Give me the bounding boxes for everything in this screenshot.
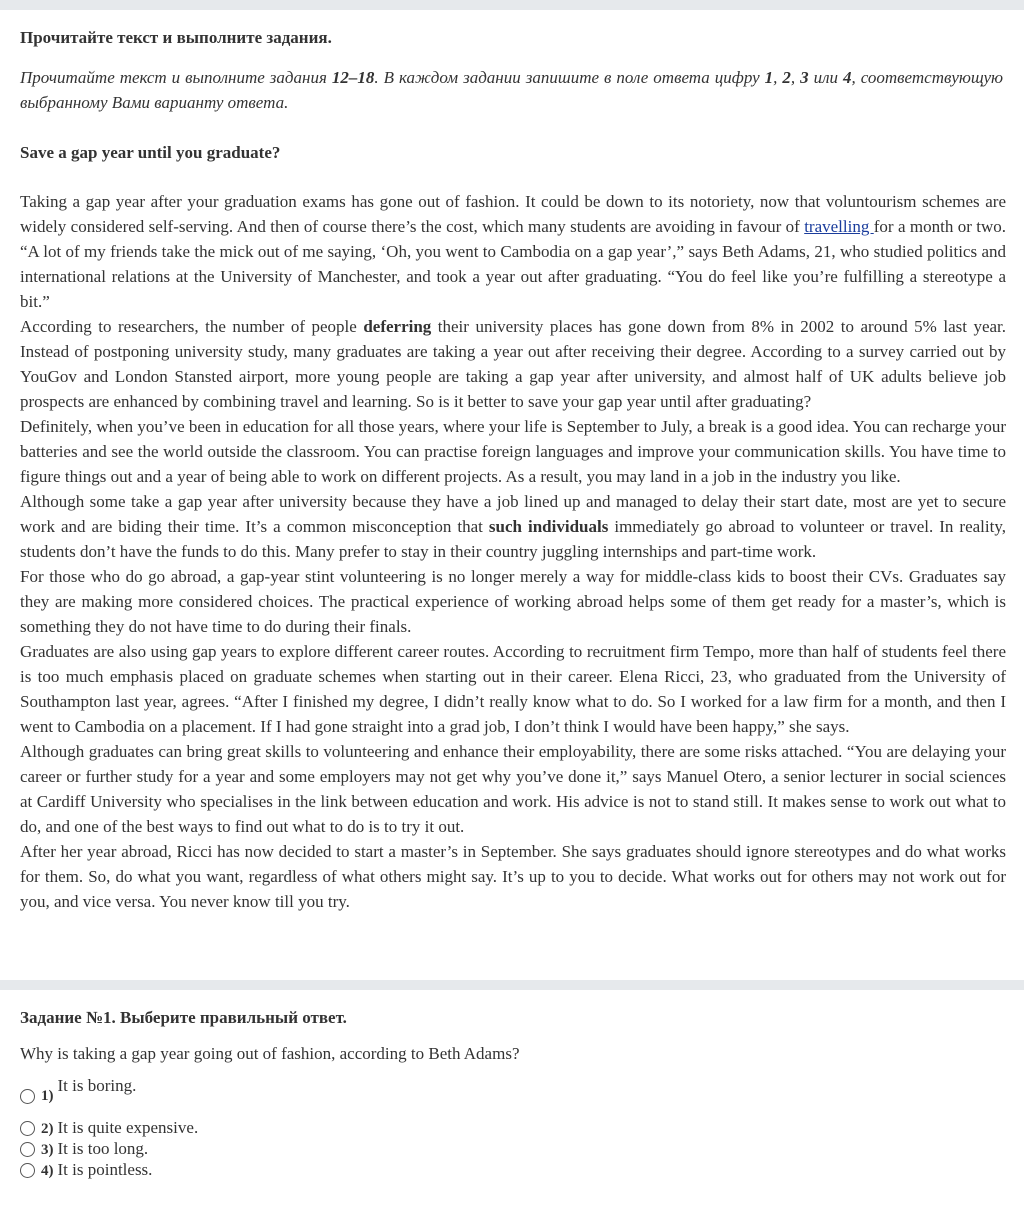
radio-button[interactable]	[20, 1089, 35, 1104]
radio-button[interactable]	[20, 1142, 35, 1157]
section-divider	[0, 980, 1024, 990]
paragraph-3: Definitely, when you’ve been in education for all those years, where your life is September to July, a break is a good idea. You can recharge your batteries and see the world outside the classroom. You can practise foreign languages and improve your communication skills. You have time to figure things out and a year of being able to work on different projects. As a result, you may land in a job in the industry you like.	[20, 417, 1006, 486]
task-title: Задание №1. Выберите правильный ответ.	[20, 1008, 347, 1027]
option-text: It is boring.	[57, 1076, 137, 1095]
instructions: Прочитайте текст и выполните задания 12–18. В каждом задании запишите в поле ответа цифру 1, 2, 3 или 4, соответствующую выбранному Вами варианту ответа.	[20, 68, 1004, 112]
question-text: Why is taking a gap year going out of fashion, according to Beth Adams?	[20, 1044, 520, 1063]
paragraph-6: Graduates are also using gap years to explore different career routes. According to recruitment firm Tempo, more than half of students feel there is too much emphasis placed on graduate schemes when starting out in their career. Elena Ricci, 23, who graduated from the University of Southampton last year, agrees. “After I finished my degree, I didn’t really know what to do. So I worked for a law firm for a month, and then I went to Cambodia on a placement. If I had gone straight into a grad job, I don’t think I would have been happy,” she says.	[20, 642, 1006, 736]
paragraph-7: Although graduates can bring great skills to volunteering and enhance their employability, there are some risks attached. “You are delaying your career or further study for a year and some employers may not get why you’ve done it,” says Manuel Otero, a senior lecturer in social sciences at Cardiff University who specialises in the link between education and work. His advice is not to stand still. It makes sense to work out what to do, and one of the best ways to find out what to do is to try it out.	[20, 742, 1006, 836]
answer-option-3[interactable]: 3) It is too long.	[20, 1139, 148, 1159]
page-heading: Прочитайте текст и выполните задания.	[20, 28, 332, 47]
article-title: Save a gap year until you graduate?	[20, 143, 281, 162]
paragraph-1: Taking a gap year after your graduation exams has gone out of fashion. It could be down to its notoriety, now that voluntourism schemes are widely considered self-serving. And then of course there’s the cost, which many students are avoiding in favour of travelling for a month or two. “A lot of my friends take the mick out of me saying, ‘Oh, you went to Cambodia on a gap year’,” says Beth Adams, 21, who studied politics and international relations at the University of Manchester, and took a year out after graduating. “You do feel like you’re fulfilling a stereotype a bit.”	[20, 192, 1006, 311]
paragraph-8: After her year abroad, Ricci has now decided to start a master’s in September. She says graduates should ignore stereotypes and do what works for them. So, do what you want, regardless of what others might say. It’s up to you to decide. What works out for others may not work out for you, and vice versa. You never know till you try.	[20, 842, 1006, 911]
option-text: It is too long.	[57, 1139, 149, 1158]
answer-option-1[interactable]: 1) It is boring.	[20, 1076, 136, 1106]
top-divider	[0, 0, 1024, 10]
option-text: It is pointless.	[57, 1160, 153, 1179]
answer-option-4[interactable]: 4) It is pointless.	[20, 1160, 152, 1180]
radio-button[interactable]	[20, 1121, 35, 1136]
paragraph-4: Although some take a gap year after university because they have a job lined up and managed to delay their start date, most are yet to secure work and are biding their time. It’s a common misconception that such individuals immediately go abroad to volunteer or travel. In reality, students don’t have the funds to do this. Many prefer to stay in their country juggling internships and part-time work.	[20, 492, 1006, 561]
radio-button[interactable]	[20, 1163, 35, 1178]
paragraph-2: According to researchers, the number of people deferring their university places has gone down from 8% in 2002 to around 5% last year. Instead of postponing university study, many graduates are taking a year out after receiving their degree. According to a survey carried out by YouGov and London Stansted airport, more young people are taking a gap year after university, and almost half of UK adults believe job prospects are enhanced by combining travel and learning. So is it better to save your gap year until after graduating?	[20, 317, 1007, 411]
article-text	[20, 189, 1006, 914]
travelling-link[interactable]: travelling	[804, 217, 874, 236]
paragraph-5: For those who do go abroad, a gap-year stint volunteering is no longer merely a way for middle-class kids to boost their CVs. Graduates say they are making more considered choices. The practical experience of working abroad helps some of them get ready for a master’s, which is something they do not have time to do during their finals.	[20, 567, 1006, 636]
option-text: It is quite expensive.	[57, 1118, 199, 1137]
answer-option-2[interactable]: 2) It is quite expensive.	[20, 1118, 198, 1138]
